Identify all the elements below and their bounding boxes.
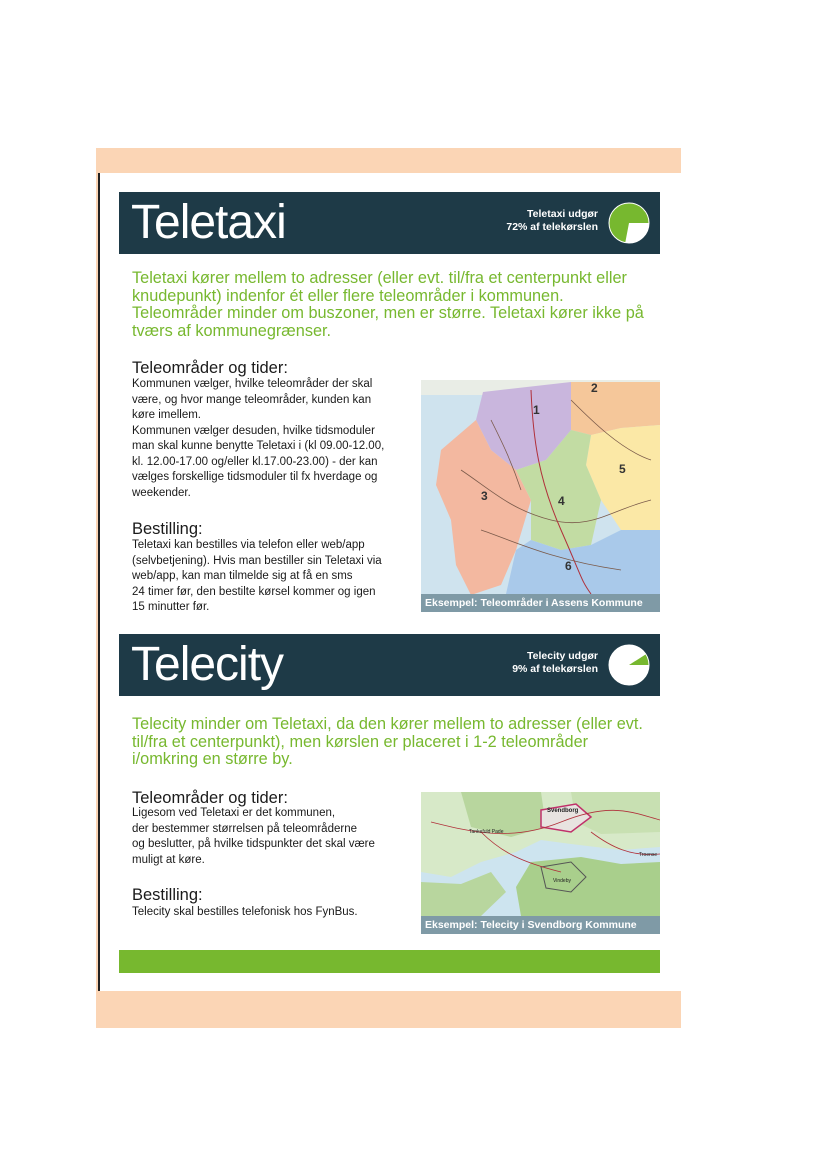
teletaxi-intro: Teletaxi kører mellem to adresser (eller evt. til/fra et centerpunkt eller knudepunkt) indenfor ét eller flere teleområder i kommunen. Teleområder minder om buszoner, men er større. Teletaxi kører ikke på tværs af kommunegrænser. [132,269,644,340]
teletaxi-banner [119,192,660,254]
svendborg-map [421,792,660,934]
teletaxi-share-pie-icon [608,202,650,244]
map-area-label: 5 [619,462,626,476]
svendborg-map-caption: Eksempel: Telecity i Svendborg Kommune [421,916,660,934]
map-town-label: Vindeby [553,878,571,884]
telecity-banner [119,634,660,696]
telecity-areas-heading: Teleområder og tider: [132,789,288,807]
map-town-label: Tankefuld Pade [469,829,504,835]
map-town-label: Svendborg [547,808,579,814]
teletaxi-booking-heading: Bestilling: [132,520,203,538]
telecity-areas-text: Ligesom ved Teletaxi er det kommunen, der bestemmer størrelsen på teleområderne og beslutter, på hvilke tidspunkter det skal være muligt at køre. [132,807,375,866]
teletaxi-areas-heading: Teleområder og tider: [132,359,288,377]
teletaxi-title: Teletaxi [131,196,286,249]
map-area-label: 1 [533,403,540,417]
telecity-intro: Telecity minder om Teletaxi, da den kører mellem to adresser (eller evt. til/fra et centerpunkt), men kørslen er placeret i 1-2 teleområder i/omkring en større by. [132,715,643,768]
footer-green-bar [119,950,660,973]
map-area-label: 3 [481,489,488,503]
map-area-label: 6 [565,559,572,573]
map-area-label: 4 [558,494,565,508]
telecity-share-pie-icon [608,644,650,686]
teletaxi-areas-text: Kommunen vælger, hvilke teleområder der skal være, og hvor mange teleområder, kunden kan køre imellem. Kommunen vælger desuden, hvilke tidsmoduler man skal kunne benytte Teletaxi i (kl 09.00-12.00, kl. 12.00-17.00 og/eller kl.17.00-23.00) - der kan vælges forskellige tidsmoduler til fx hverdage og weekender. [132,378,385,499]
map-area-label: 2 [591,381,598,395]
telecity-booking-heading: Bestilling: [132,886,203,904]
map-town-label: Troense [639,852,658,858]
assens-map [421,380,660,612]
telecity-share-badge: Telecity udgør 9% af telekørslen [512,650,598,675]
assens-map-caption: Eksempel: Teleområder i Assens Kommune [421,594,660,612]
teletaxi-share-badge: Teletaxi udgør 72% af telekørslen [506,208,598,233]
assens-map-image [421,380,660,612]
telecity-booking-text: Telecity skal bestilles telefonisk hos FynBus. [132,906,358,918]
telecity-title: Telecity [131,638,284,691]
teletaxi-booking-text: Teletaxi kan bestilles via telefon eller web/app (selvbetjening). Hvis man bestiller sin Teletaxi via web/app, kan man tilmelde sig at få en sms 24 timer før, den bestilte kørsel kommer og igen 15 minutter før. [132,539,382,613]
svendborg-map-image [421,792,660,934]
